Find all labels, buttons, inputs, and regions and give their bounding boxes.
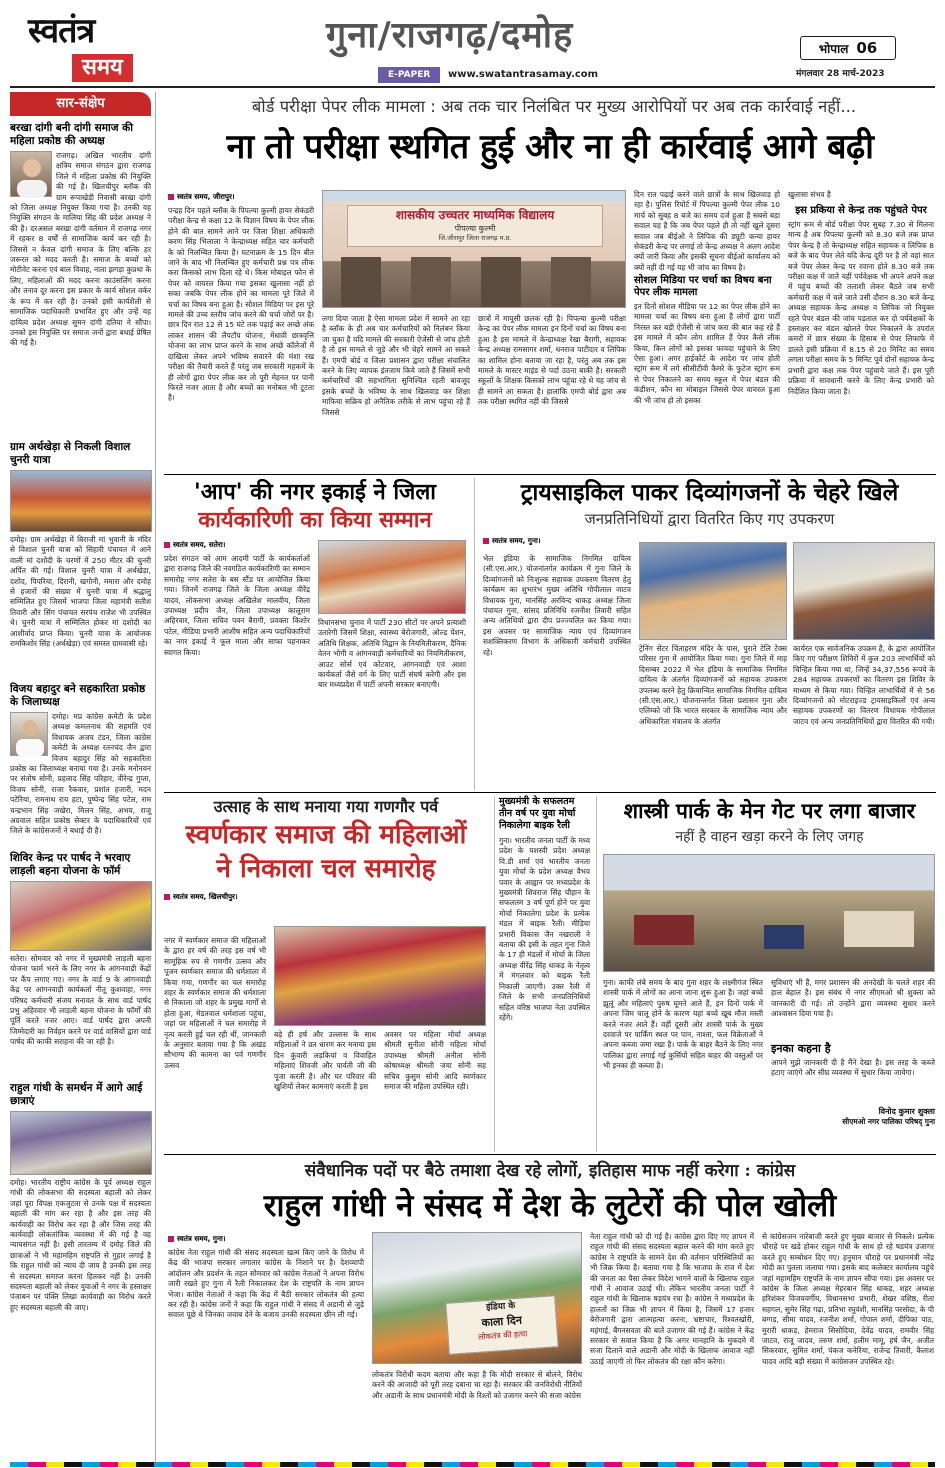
story2-headline-part1: 'आप': [194, 479, 243, 505]
story-shastri-park: [596, 796, 936, 1152]
story2-headline-line2: कार्यकारिणी का किया सम्मान: [198, 507, 432, 533]
vijay-portrait-photo: [10, 712, 48, 756]
school-sign-sub2: जि.जीरापुर जिला राजगढ़ म.प्र.: [438, 234, 512, 242]
protest-banner-line3: लोकतंत्र की हत्या: [477, 1329, 528, 1342]
park-gate-photo: [603, 854, 935, 972]
story1-col2: लगा दिया जाता है ऐसा मामला प्रदेश में सामने आ रहा है ब्लॉक के ही अब चार कर्मचारियों को निलंबन किया जा चुका है यदि मामले की सरकारी ऐजेंसी से जांच होती है तो इस मामले से जुड़े और भी चेहरे सामने आ सकते हैं। एमपी बोर्ड व जिला प्रशासन द्वारा परीक्षा संचालित करने के लिए व्यापक इंतजाम किये जाते हैं जिसमें सभी कर्मचारियों की सहभागिता सुनिश्चित रहती बावजूद इसके बच्चों के भविष्य के साथ खिलवाड़ कर शिक्षा माफिया सक्रिय हो अनैतिक तरीके से लाभ पहुंचा रहे हैं जिससे: [322, 314, 470, 417]
protest-banner: [445, 1295, 558, 1355]
story7-byline: [168, 1234, 226, 1244]
story6-sign2: सीएमओ नगर पालिका परिषद् गुना: [842, 1117, 935, 1126]
story-bike-rally: [494, 796, 590, 1152]
logo: [28, 12, 146, 88]
rule-1: [164, 474, 936, 475]
color-strip: [10, 1462, 935, 1467]
story2-col2: विधानसभा चुनाव में पार्टी 230 सीटों पर अपने प्रत्याशी उतारेगी जिसमें शिक्षा, स्वास्थ्य बेरोजगारी, ओल्ड पेंशन, अतिथि शिक्षक, अतिथि विद्वान के नियमितीकरण, दैनिक वेतन भोगी व आंगनवाड़ी कर्मचारियों का नियमितीकरण, आउट सोर्स एवं कोटवार, आंगनवाड़ी एवं आशा कार्यकर्ता जैसे वर्ग के लिए पार्टी संघर्ष करेगी और इस बार मध्यप्रदेश में पार्टी अपनी सरकार बनाएगी।: [318, 618, 466, 690]
tricycle-distribution-photo-1: [639, 542, 787, 640]
story1-byline: [168, 192, 235, 202]
story-tricycle: [474, 478, 936, 790]
story7-byline-text: स्वतंत्र समय, गुना।: [177, 1234, 226, 1243]
issue-date: मंगलवार 28 मार्च-2023: [796, 69, 885, 79]
story1-col3: छात्रों में मायूसी छलक रही है। पिपल्या कुल्मी परीक्षा केन्द्र का पेपर लीक मामला इन दिनों चर्चा का विषय बना हुआ है इस मामले में केन्द्राध्यक्ष रेखा बैरागी, सहायक केन्द्र अध्यक्ष रामसागर शर्मा, धनराज पाटीदार व लिपिक का शामिल होना बताया जा रहा है, परंतु अब तक इस मामले के मास्टर माइंड से पर्दा उठना बाकी है। सरकारी स्कूलों के शिक्षक किसको लाभ पहुंचा रहे थे यह जांच से ही सामने आ सकता है। हालांकि एमपी बोर्ड द्वारा अब तक परीक्षा स्थगित नहीं की जिससे: [478, 314, 626, 407]
logo-bottom: समय: [72, 54, 133, 82]
sidebar-s5-text: दमोह। भारतीय राष्ट्रीय कांग्रेस के पूर्व अध्यक्ष राहुल गांधी की लोकसभा की सदस्यता बहाली को लेकर जहां पूरा विपक्ष एकजुटता से उनके पक्ष में सदस्यता बहाली की मांग कर रहा है और इस तरह की कार्यवाही का विरोध कर रहा है और जिस तरह की कार्यवाही लोकतांत्रिक व्यवस्था में की गई है वह न्यायसंगत नहीं है। इसी तारतम्य में दमोह जिले की छात्राओं ने भी महामहिम राष्ट्रपति से गुहार लगाई है कि राहुल गांधी को न्याय दी जाय है उनकी इस तरह से सदस्यता समाप्त करना हितकर नहीं है। उनकी सदस्यता बहाली को लेकर युवाओं ने नगर के हस्ताक्षर पंजाबन पर पंक्ति लिखा कार्यवाही का विरोध करते हुए सदस्यता बहाली की जाए।: [10, 1178, 151, 1312]
story3-col2: ट्रेनिंग सेंटर चिंताहरण मंदिर के पास, पुराने टेलि टेक्स परिसर गुना में आयोजित किया गया। गुना जिले में माह दिसम्बर 2022 में भेल इंडिया के सामाजिक निगमित दायित्व के अंतर्गत दिव्यांगजनों को सहायक उपकरण उपलब्ध करने हेतु क्रियान्वित सामाजिक निगमित दायित्व (सी.एस.आर.) योजनान्तर्गत जिला प्रशासन गुना और एलिम्को जो कि भारत सरकार के सामाजिक न्याय और अधिकारिता मंत्रालय के अंतर्गत: [639, 644, 787, 726]
story5-headline: मुख्यमंत्री के सफलतम तीन वर्ष पर युवा मोर्चा निकालेगा बाइक रैली: [499, 796, 576, 831]
tricycle-distribution-photo-2: [793, 542, 935, 640]
story7-col4: से कांग्रेसजन नारेबाजी करते हुए मुख्य बाजार से निकले। प्रत्येक चौराहे पर खड़े होकर राहुल गांधी के साथ हो रहे षडयंत्र उजागर करते हुए सम्बोधन दिए गए। हनुमान चौराहे पर प्रधानमंत्री नरेंद्र मोदी का पुतला जलाया गया। इसके बाद कलेक्टर कार्यालय पहुंचे जहां महामहिम राष्ट्रपति के नाम ज्ञापन सौंपा गया। इस अवसर पर कांग्रेस के जिला अध्यक्ष मेहरबान सिंह धाकड़, शहर अध्यक्ष हरिशंकर विजयवर्गीय, विधानसभा प्रभारी, शेखर वशिष्ठ, रीता सहगल, सुमेर सिंह गढ़ा, प्रतिभा रघुवंशी, मानसिंह परसोदा, के पी बग्गड़, सीमा यादव, रजनीश शर्मा, गोपाल शर्मा, दीपिका पाठ, मुरारी धाकड़, हेमराज सिसोदिया, देवेंद्र यादव, रामवीर सिंह जाटव, राजू जादव, तरुण शर्मा, हलीम मामू, हर्ष जैन, अजीत सिकरवार, सुमित शर्मा, पंकज कनेरिया, राजेन्द्र तिवारी, कैलाश यादव आदि बड़ी संख्या में कांग्रेसजन उपस्थित रहे।: [762, 1232, 934, 1366]
sidebar-s2-title: ग्राम अर्थखेड़ा से निकली विशाल चुनरी यात्रा: [10, 441, 131, 466]
website-link[interactable]: www.swatantrasamay.com: [448, 69, 599, 80]
sidebar-s4-text: सतेरा। सोमवार को नगर में मुख्यमंत्री लाड़ली बहना योजना फार्म भरने के लिए नगर के आंगनवाड़ी केंद्रों पर कैंप लगाए गए। नगर के वार्ड 9 के आंगनवाड़ी केंद्र पर आंगनवाड़ी कार्यकर्ता नीतू कुशवाहा, नगर परिषद कर्मचारी संजय मनावत के साथ वार्ड पार्षद प्रभु अहिरवार भी लाड़ली बहना योजना के फॉर्मों की पूर्ति करते नजर आए। वार्ड पार्षद द्वारा अपनी जिम्मेदारी का निर्वहन करने पर वार्ड वासियों द्वारा वार्ड पार्षद की काफी सराहना की जा रही है।: [10, 954, 151, 1047]
story4-kicker: उत्साह के साथ मनाया गया गणगौर पर्व: [213, 797, 439, 816]
school-sign-sub: पीपल्या कुल्मी: [454, 224, 496, 233]
rule-3: [164, 1154, 936, 1155]
story3-byline-text: स्वतंत्र समय, गुना।: [492, 536, 541, 545]
story3-subhead: जनप्रतिनिधियों द्वारा वितरित किए गए उपकरण: [584, 510, 835, 528]
story6-quote: आपने मुझे जानकारी दी है मैंने देखा है। इस तरह के कब्जे हटाए जाएंगे और सीघ्र व्यवस्था में सुधार किया जायेगा।: [771, 1058, 935, 1078]
story2-byline-text: स्वतंत्र समय, सतेरा।: [173, 540, 226, 549]
story2-headline-part2: की नगर इकाई ने जिला: [250, 479, 436, 505]
rule-2: [164, 792, 936, 793]
sidebar-s4-title: शिविर केन्द्र पर पार्षद ने भरवाए लाड़ली बहना योजना के फॉर्म: [10, 852, 131, 877]
sidebar-s1-title: बरखा दांगी बनी दांगी समाज की महिला प्रकोष्ठ की अध्यक्ष: [10, 122, 133, 147]
story1-byline-text: स्वतंत्र समय, जीरापुर।: [177, 192, 235, 201]
story6-col2: सुविधाएं भी हैं, मगर प्रशासन की अनदेखी के चलते शहर की हाल बेहाल है। इस संबंध में नगर सीएमओ श्री शुक्ला को जानकारी दी गई। तो उन्होंने द्वारा व्यवस्था सुधार करने आश्वासन दिया गया है।: [771, 978, 935, 1019]
story1-headline: ना तो परीक्षा स्थगित हुई और ना ही कार्रवाई आगे बढ़ी: [226, 127, 874, 167]
story4-byline-text: स्वतंत्र समय, खिलचीपुर।: [173, 892, 238, 901]
story1-col5a: खुलासा संभव है: [788, 190, 831, 199]
city-badge: [800, 36, 896, 60]
story7-col3: नेता राहुल गांधी को दी गई है। कांग्रेस द्वारा दिए गए ज्ञापन में राहुल गांधी की संसद सदस्यता बहाल करने की मांग करते हुए कांग्रेस ने राष्ट्रपति के सामने देश की वर्तमान परिस्थितियों का भी जिक्र किया है। बताया गया है कि भाजपा के राज में देश की जनता का पैसा लेकर विदेश भागने वालों के खिलाफ राहुल गांधी ने आवाज उठाई थी। लेकिन भारतीय जनता पार्टी ने राहुल गांधी के खिलाफ षड़यंत्र रचा है। कांग्रेस ने मध्यप्रदेश के हालतों का जिक्र भी ज्ञापन में किया है, जिसमें 17 हजार बेरोजगारी द्वारा आत्महत्या करना, भ्रष्टाचार, रिश्वतखोरी, महंगाई, बैंगनसवता की बातें उजागर की गई हैं। कांग्रेस ने केंद्र सरकार से सवाल किया है कि अगर मानहानि के मुकदमे में सजा दिलाने वाले अडानी और मोदी के खिलाफ आवाज नहीं उठाई जाएगी तो फिर लोकतंत्र की रक्षा कौन करेगा।: [590, 1232, 754, 1366]
page-number: 06: [856, 39, 878, 57]
story6-subhead: नहीं है वाहन खड़ा करने के लिए जगह: [675, 829, 864, 845]
story3-headline: ट्रायसाइकिल पाकर दिव्यांगजनों के चेहरे खिले: [520, 479, 899, 506]
story1-col4a: दिन रात पढ़ाई करने वाले छात्रों के साथ खिलवाड़ हो रहा है। पुलिस रिपोर्ट में पिपल्या कुल्मी पेपर लीक 10 मार्च को सुबह 8 बजे का समय दर्ज हुआ है सबसे बड़ा सवाल यह है कि जब पेपर पहले ही तो नहीं खुले दूसरा सवाल जब बीईओ ने लिपिक की ड्यूटी कन्या हायर सेकंडरी केन्द्र पर लगाई तो केन्द्र अध्यक्ष ने अलग आदेश क्यों जारी किया और इसकी सूचना बीईओ कार्यालय को क्यों नहीं दी गई यह भी जांच का विषय है।: [634, 190, 780, 272]
sidebar-header: सार-संक्षेप: [10, 92, 151, 116]
story2-col1: प्रदेश संगठन को आम आदमी पार्टी के कार्यकर्ताओं द्वारा राजगढ़ जिले की नवगठित कार्यकारिणी का सम्मान समारोह नगर सतेरा के बस स्टैंड पर आयोजित किया गया। जिनमें राजगढ़ जिले के जिला अध्यक्ष वीरेंद्र यादव, लोकसभा अध्यक्ष अखिलेश मालवीय, जिला उपाध्यक्ष प्रदीप जैन, जिला उपाध्यक्ष कालूराम अहिरवार, जिला सचिव पवन बैरागी, प्रवक्ता किशोर पटेल, मीडिया प्रभारी आशीष सहित अन्य पदाधिकारियों का नगर इकाई ने फूल माला और साफा पहनाकर स्वागत किया।: [164, 554, 310, 657]
story7-kicker: संवैधानिक पदों पर बैठे तमाशा देख रहे लोगों, इतिहास माफ नहीं करेगा : कांग्रेस: [304, 1161, 796, 1181]
story1-col1: पन्द्रह दिन पहले ब्लॉक के पिपल्या कुल्मी हायर सेकंडरी परीक्षा केन्द्र से कक्षा 12 के विज्ञान विषय के पेपर लीक होने की बात सामने आने पर जिला शिक्षा अधिकारी करण सिंह भिलाला ने केन्द्राध्यक्ष सहित चार कर्मचारी के को निलम्बित किया है। घटनाक्रम के 15 दिन बीत जाने के बाद भी निलम्बित हुए कर्मचारी प्रश्न पत्र लीक करा किसको लाभ दिला रहे थे। किस मोबाइल फोन से पेपर को वायरल किया गया इसका खुलासा नहीं हो सका जबकि पेपर लीक होने का मामला पूरे जिले में चर्चा का विषय बना हुआ है। सोशल मिडिया पर इस पूरे मामले की उच्च स्तरीय जांच करने की चर्चा जोरों पर है। छात्र दिन रात 12 से 15 घंटे तक पढ़ाई कर अच्छे अंक लाकर शासन की लैपटॉप योजना, मेधावी छात्रवृत्ति योजना का लाभ प्राप्त करने के साथ अच्छे कॉलेजों में दाखिला लेकर अपने भविष्य सवारने की मंशा रख परीक्षा की तैयारी करते हैं परंतु जब सरकारी महकमें के ही लोगों द्वारा पेपर लीक कर तो पूरी मेहनत पर पानी फिरते नजर आता है और बच्चों का मनोबल भी टूटता है।: [168, 206, 314, 403]
story3-col1: भेल इंडिया के सामाजिक निगमित दायित्व (सी.एस.आर.) योजनांतर्गत कार्यक्रम में गुना जिले के दिव्यांगजनों को निःशुल्क सहायक उपकरण वितरण हेतु कार्यक्रम का शुभारंभ मुख्य अतिथि गोपीलाल जाटव विधायक गुना, मानसिंह अरविन्द धाकड़ अध्यक्ष जिला पंचायत गुना, सांसद प्रतिनिधि रजनीश तिवारी सहित अन्य अतिथियों द्वारा दीप प्रज्ज्वलित कर किया गया। इस अवसर पर सामाजिक न्याय एवं दिव्यांगजन सशक्तिकरण विभाग के अधिकारी कर्मचारी उपस्थित रहे।: [483, 554, 631, 657]
logo-top: स्वतंत्र: [28, 11, 95, 51]
story1-kicker: बोर्ड परीक्षा पेपर लीक मामला : अब तक चार निलंबित पर मुख्य आरोपियों पर अब तक कार्रवाई नहीं...: [251, 97, 857, 116]
story7-headline: राहुल गांधी ने संसद में देश के लुटेरों की पोल खोली: [263, 1188, 837, 1224]
protest-banner-line1: इंडिया के: [485, 1301, 516, 1314]
sidebar-s5-title: राहुल गांधी के समर्थन में आगे आई छात्राएं: [10, 1082, 143, 1107]
story6-headline: शास्त्री पार्क के मेन गेट पर लगा बाजार: [623, 798, 916, 823]
story4-byline: [164, 892, 488, 902]
school-sign-board: [347, 205, 603, 247]
congress-protest-photo: [372, 1232, 582, 1364]
story6-sub: इनका कहना है: [771, 1042, 831, 1055]
school-building-photo: [322, 190, 626, 308]
masthead-rule: [10, 86, 935, 88]
gangaur-procession-photo: [274, 926, 486, 1026]
ladli-camp-photo: [10, 881, 152, 951]
story-gangaur: [164, 796, 488, 1152]
story1-sub2: इस प्रकिया से केन्द्र तक पहुंचते पेपर: [795, 205, 927, 216]
story-paper-leak: [164, 92, 936, 472]
protest-banner-line2: काला दिन: [481, 1313, 523, 1330]
school-sign-title: शासकीय उच्चतर माध्यमिक विद्यालय: [395, 208, 555, 222]
story2-headline: [164, 478, 466, 506]
story1-col5b: स्ट्रांग रूम से बोर्ड परीक्षा पेपर सुबह 7.30 से मिलना मान्य है अब पिपल्या कुल्मी को 8.30 बजे तक प्राप्त पेपर केन्द्र है तो केन्द्राध्यक्ष सहित सहायक व लिपिक 8 बजे के बाद पेपर लेते यदि केन्द्र दूरी पर है तो वहां सात बजे पेपर लेकर केन्द्र पर रवाना होते 8.30 बजे तक परीक्षा कक्ष में जाते यहीं पर्यवेक्षक भी अपने अपने कक्ष में पहुंच बच्चों की तलाशी लेकर बैठते जब सभी कर्मचारी कक्ष में चले जाते उसी दौरान 8.30 बजे केन्द्र अध्यक्ष सहायक केन्द्र अध्यक्ष व लिपिक जो नियुक्त रहते पेपर बंडल की जांच पड़ताल कर दो पर्यवेक्षकों के हस्ताक्षर कर बंडल खोलते पेपर निकालने के उपरांत कमरों में छात्र संख्या के हिसाब से पेपर लिफाफे में डालते इसी प्रक्रिया में 8.15 से 20 मिनिट का समय लगता परीक्षा समय के 5 मिनिट पूर्व दोनों सहायक केन्द्र प्रभारी द्वारा कक्ष तक पेपर पहुंचाये जाते हैं। इस पूरी प्रक्रिया में सावधानी करने के लिए केन्द्र प्रभारी को निर्देशित किया जाता है।: [788, 220, 934, 396]
sidebar: [10, 92, 156, 1462]
sidebar-s1-text: राजगढ़। अखिल भारतीय दांगी क्षत्रिय समाज संगठन द्वारा राजगढ़ जिले में महिला प्रकोष्ठ की नियुक्ति की गई है। खिलचीपुर ब्लॉक की ग्राम रूपाखेड़ी निवासी बरखा दांगी को जिला अध्यक्ष नियुक्त किया गया है। उनकी यह नियुक्ति संगठन के मालिया सिंह की प्रदेश अध्यक्ष ने की है। दरअसल बरखा दांगी वर्तमान में राजगढ़ नगर में रहकर 8 वर्षों से सामाजिक कार्य कर रही है। जिससे न केवल दांगी समाज के लिए बल्कि हर जरूरत को मदद करती है। समाज के बच्चों को मोटीवेट करना एवं बाल विवाह, नाता झगड़ा कुप्रथा के लिए, महिलाओं की मदद करना काउंसलिंग करना और तनाव दूर करना इस प्रकार के कार्य सोशल वर्कर के रूप में कर रही है। उनको इसी कार्यशैली से सामाजिक पदाधिकारी प्रभावित हुए और उन्हें यह दायित्व प्रदेश अध्यक्ष सुमन दांगी दतिया ने सौंपा। उनको इस नियुक्ति पर समाज जनों द्वारा बधाई प्रेषित की गई है।: [10, 151, 151, 348]
story6-sign1: विनोद कुमार शुक्ला: [878, 1107, 935, 1116]
story-aap: [164, 478, 466, 790]
story4-col2: बड़े ही हर्ष और उल्लास के साथ महिलाओं ने व्रत धारण कर मनाया इस दिन कुंवारी लड़कियां व विवाहित महिलाएं शिवजी और पार्वती जी की पूजा करती है। और घर परिवार की खुशियों लेकर कामनाएं करती है इस: [274, 1030, 376, 1092]
portrait-photo: [10, 151, 52, 197]
edition-title: गुना/राजगढ़/दमोह: [326, 15, 574, 56]
aap-felicitation-photo: [318, 540, 466, 614]
chunri-yatra-photo: [10, 470, 152, 532]
story7-col1: कांग्रेस नेता राहुल गांधी की संसद सदस्यता खत्म किए जाने के विरोध में केंद्र की भाजपा सरकार लगातार कांग्रेस के निशाने पर है। देशव्यापी आंदोलन और प्रदर्शन के तहत सोमवार को कांग्रेस नेताओं ने अपना विरोध जारी रखते हुए गुना में रैली निकालकर देश के राष्ट्रपति के नाम ज्ञापन भेजा। कांग्रेस नेताओं ने कहा कि केंद्र में बैठी सरकार लोकतंत्र की हत्या कर रही है। कांग्रेस जनों ने कहा कि राहुल गांधी ने संसद में अडानी से जुड़े सवाल पूछे थे जिनका जवाब देने के बजाय उनकी सदस्यता छीन ली गई।: [168, 1248, 364, 1320]
sidebar-s3-title: विजय बहादुर बने सहकारिता प्रकोष्ठ के जिलाध्यक्ष: [10, 683, 146, 708]
story6-col1: गुना। काफी लंबे समय के बाद गुना शहर के लक्ष्मीगंज स्थित शास्त्री पार्क में लोगों का आना जाना शुरू हुआ है। जहां बच्चे झूलूं और महिलाएं पुरुष घूमने आते हैं, इन दिनों पार्क में अपना जिम चालू होने के कारण यहां बच्चे खूब मौज मस्ती करते नजर आते हैं। वहीं दूसरी ओर शास्त्री पार्क के मुख्य दरवाजे पर पार्किंग स्थल पर पान, नाश्ता, फल विक्रेताओं ने अपना कब्जा जमा रखा है। पार्क के बाहर बैठने के लिए नगर पालिका द्वारा लगाई गई कुर्सियों सहित बाहर की वस्तुओं पर भी इनका ही कब्जा है।: [603, 978, 763, 1071]
story1-sub1: सोशल मिडिया पर चर्चा का विषय बना पेपर लीक मामला: [634, 275, 772, 298]
story4-col1: नगर में स्वर्णकार समाज की महिलाओं के द्वारा हर वर्ष की तरह इस वर्ष भी सामूहिक रुप से गणगौर उत्सव और पूजन स्वर्णकार समाज की धर्मशाला में किया गया, गणगौर का चल समारोह शहर के स्वर्णकार समाज की धर्मशाला से निकाला जो शहर के प्रमुख मार्गों से होता हुआ, मेडतवाल धर्मशाला पहुंचा, जहां पर महिलाओं ने चल समारोह में नृत्य करती हुई चल रही थीं, जानकारी के अनुसार बताया गया है कि अखंड सौभाग्य की कामना का पर्व गणगौर उत्सव: [164, 936, 266, 1070]
story4-headline: स्वर्णकार समाज की महिलाओं ने निकाला चल समारोह: [185, 820, 467, 884]
story3-col3: कार्यरत एक सार्वजनिक उपक्रम है, के द्वारा आयोजित किए गए परीक्षण शिविरों में कुल 203 लाभार्थियों को चिन्हित किया गया था, जिन्हें 34,37,556 रूपये के 284 सहायक उपकरणों का वितरण इस शिविर के माध्यम से किया गया। चिन्हित लाभार्थियों में से 56 दिव्यांगजनों को मोटराइज्ड ट्रायसाइकिलों एवं अन्य सहायक उपकरणों का वितरण विधायक गोपीलाल जाटव एवं अन्य जनप्रतिनिधियों द्वारा वितरित की गयी।: [793, 644, 935, 726]
students-support-photo: [10, 1111, 152, 1175]
story-rahul-gandhi: [164, 1158, 936, 1462]
story4-col3: अवसर पर महिला मोर्चा अध्यक्ष श्रीमती सुनीता सोनी महिला मोर्चा उपाध्यक्ष श्रीमती अनीता सोनी कोषाध्यक्ष श्रीमती जया सोनी सह सचिव कुसुम सोनी आदि स्वर्णकार समाज की महिला उपस्थित रही।: [384, 1030, 486, 1092]
masthead: [0, 0, 945, 88]
story1-col4b: इन दिनों सोशल मीडिया पर 12 का पेपर लीक होने का मामला चर्चा का विषय बना हुआ है लोगों द्वारा पार्टी निरस्त कर बड़ी ऐजेंसी से जांच करा की बात कह रहे हैं इस मामले में कौन लोग शामिल हैं पेपर कैसे लीक किया, किन लोगों को इसका फायदा पहुंचाने के लिए ऐसा हुआ। अगर हाईकोर्ट के आदेश पर जांच होती स्ट्रांग रूम में लगे सीसीटीवी कैमरे के फुटेज स्ट्रांग रूम से पेपर निकालने का समय स्कूल में पेपर बंडल की कंडीशन, कौन सा मोबाइल जिससे पेपर वायरल हुआ की भी जांच हो तो इसका: [634, 302, 780, 405]
story5-text: गुना। भारतीय जनता पार्टी के मध्य प्रदेश के यशस्वी प्रदेश अध्यक्ष वि.डी शर्मा एवं भारतीय जनता युवा मोर्चा के प्रदेश अध्यक्ष वैभव पवार के आह्वान पर मध्यप्रदेश के मुख्यमंत्री शिवराज सिंह चौहान के सफलतम 3 वर्ष पूर्ण होने पर युवा मोर्चा निकालेगा प्रदेश के प्रत्येक मंडल में बाइक रैली। मीडिया प्रभारी विकास जैन नखराली ने बताया की इसी के तहत गुना जिले के 17 ही मंडलों में मोर्चा के जिला अध्यक्ष वीरेंद्र सिंह धाकड़ के नेतृत्व में मंगलवार को बाइक रैली निकाली जाएगी। उक्त रैली में जिले के सभी जनप्रतिनिधियों सहित वरिष्ठ भाजपा नेता उपस्थित रहेंगे।: [499, 836, 590, 1022]
sidebar-s3-text: दमोह। मप्र कांग्रेस कमेटी के प्रदेश अध्यक्ष कमलनाथ की सहमति एवं विधायक अजय टंडन, जिला कांग्रेस कमेटी के अध्यक्ष रतनचंद जैन द्वारा विजय बहादुर सिंह को सहकारिता प्रकोष्ठ का जिलाध्यक्ष बनाया गया है। उनके मनोनयन पर संतोष सोनी, प्रहलाद सिंह परिहार, वीरेन्द्र गुप्ता, विजय सोनी, राजा रैकवार, प्रशांत हजारी, मदन पटेरिया, रामनाथ राय हटा, पुष्पेन्द्र सिंह पटेल, राम चन्द्रभान सिंह जखेरा, मिलन सिंह, अभय, राजू अग्रवाल सहित प्रकोष्ठ सेक्टर के पदाधिकारियों एवं जिले के कांग्रेसजनों ने बधाई दी है।: [10, 712, 151, 836]
story7-col2: लोकतंत्र विरोधी कदम बताया और कहा है कि मोदी सरकार से बोलने, विरोध करने की आजादी को पूरी तरह दबाना चा रहा है। सरकार की जनविरोधी नीतियों और अडानी के साथ प्रधानमंत्री मोदी के रिश्तों को उजागर करने की सजा कांग्रेस: [372, 1370, 582, 1400]
sidebar-s2-text: दमोह। ग्राम अर्थखेड़ा में बिराजी मां भुवानी के मंदिर से विशाल चुनरी यात्रा को सिहारी पंचायत में आने वाली मां दशोदी के चरणों में 250 मीटर की चुनरी अर्पित की गई। विशाल चुनरी यात्रा में अर्थखेड़ा, दशोद, पिपरिया, दिरानी, खगोनी, ममारा और दमोह से हजारों की संख्या में चुनरी यात्रा में श्रद्धालु सम्मिलित हुए जिसमें भाजपा जिला महामंत्री सतीश तिवारी और सिंग पंचायत सरपंच राजेश भी उपस्थित थे। चुनरी यात्रा में सम्मिलित होकर मां दशोदी का आशीर्वाद प्राप्त किया। चुनरी यात्रा के आयोजक रामकिशोर सिंह (अर्थखेड़ा) एवं समस्त ग्रामवासी रहे।: [10, 535, 151, 649]
city-name: भोपाल: [818, 41, 849, 56]
epaper-badge: E-PAPER: [378, 67, 440, 83]
